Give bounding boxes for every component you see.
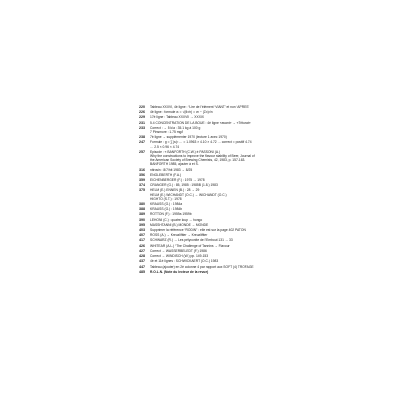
- correction-text: [150, 265, 339, 269]
- correction-text: [150, 140, 339, 148]
- correction-line: SCHWARZ (R.) → Les pélyconite de l’Embout 131 → 33: [150, 238, 233, 243]
- correction-line: WHITEAR (A.L.) “The Challenge of Tannins → Flavour: [150, 243, 230, 248]
- correction-text: [150, 202, 339, 206]
- errata-entry: [139, 105, 339, 109]
- errata-entry: [139, 228, 339, 232]
- page-number: 316: [139, 167, 145, 172]
- correction-line: Supprimer la référence “RODIN” : elle est sur la page 402 PATON: [150, 228, 246, 233]
- correction-line: 7è ligne → supplémenter 1970 (lecture 1 avec 1970): [150, 135, 227, 140]
- correction-line: nitrosin : 8/7/hit 1983 → 8/25: [150, 167, 193, 172]
- page-number: 485: [139, 269, 145, 274]
- correction-text: [150, 259, 339, 263]
- errata-entry: [139, 207, 339, 211]
- correction-line: EICHENBERGER (F.) : 1975 → 1978: [150, 178, 205, 183]
- errata-list: [139, 105, 339, 275]
- correction-line: ROTTON (F.) : 1959a 1959b: [150, 212, 192, 217]
- page-number: 447: [139, 264, 145, 269]
- page-number: 389: [139, 212, 145, 217]
- errata-entry: [139, 168, 339, 172]
- page-number: 407: [139, 233, 145, 238]
- correction-text: [150, 188, 339, 201]
- correction-text: [150, 233, 339, 237]
- page-number: 427: [139, 248, 145, 253]
- correction-line: 4è ligne : formule σᵢ = √(θ²/n) = σ² − (Σx)²/n: [150, 110, 213, 115]
- correction-line: Why the constructions to improve the flavour stability of Beer, Journal of: [150, 154, 255, 159]
- correction-line: BANFORTH 1985, ajouter à et S.: [150, 162, 199, 167]
- correction-line: HELM (E.) ENNEN (B.) : 28 → 29: [150, 188, 200, 193]
- correction-text: [150, 126, 339, 134]
- correction-line: MASSHTANNI (B.) MONDE → MONDE: [150, 222, 209, 227]
- page-number: 403: [139, 228, 145, 233]
- page-number: 388: [139, 207, 145, 212]
- page-number: 233: [139, 125, 145, 130]
- errata-entry: [139, 218, 339, 222]
- correction-line: KRAUSS (G.) : 1984b: [150, 207, 183, 212]
- correction-line: 7 Pinsmore : 1.75 mg/l: [150, 130, 183, 135]
- correction-line: … 2.5 × 0.96 × 4.74: [150, 144, 180, 149]
- correction-line: the American Society of Brewing Chemists, 42, 1983, p. 157-163.: [150, 158, 246, 163]
- errata-entry: [139, 115, 339, 119]
- correction-line: Episode : « BANFORTH (C.W.) é PASSONI (A.): [150, 149, 221, 154]
- correction-text: [150, 212, 339, 216]
- errata-entry: [139, 233, 339, 237]
- correction-text: [150, 238, 339, 242]
- correction-line: HELM (E.) WICHANDT (O.C.) → WICHANDT (O.C.): [150, 192, 227, 197]
- errata-entry: [139, 183, 339, 187]
- errata-entry: [139, 126, 339, 134]
- correction-line: Correct : → 5 k/a : 35.1 kg à 100 g: [150, 125, 201, 130]
- errata-entry: [139, 265, 339, 269]
- errata-entry: [139, 249, 339, 253]
- page-number: 226: [139, 110, 145, 115]
- correction-text: [150, 183, 339, 187]
- correction-line: 5.4 CONCENTRATION DE LA BOUE : 4è ligne «avant» → «Triturat»: [150, 120, 251, 125]
- errata-entry: [139, 244, 339, 248]
- errata-entry: [139, 121, 339, 125]
- errata-entry: [139, 140, 339, 148]
- errata-entry: [139, 270, 339, 274]
- errata-entry: [139, 259, 339, 263]
- correction-line: 17è ligne : Tableau XXXVII → XXXIX: [150, 115, 205, 120]
- correction-text: [150, 173, 339, 177]
- page-number: 220: [139, 105, 145, 109]
- page-number: 428: [139, 254, 145, 259]
- page-number: 359: [139, 178, 145, 183]
- correction-line: KRAUSS (G.) : 1984a: [150, 202, 183, 207]
- errata-entry: [139, 150, 339, 167]
- correction-line: Correct → WINDISCH (W.) pp. 149-153: [150, 254, 209, 259]
- errata-entry: [139, 212, 339, 216]
- page-number: 380: [139, 202, 145, 207]
- page-number: 356: [139, 172, 145, 177]
- errata-entry: [139, 188, 339, 201]
- errata-entry: [139, 110, 339, 114]
- correction-text: [150, 110, 339, 114]
- correction-text: [150, 105, 339, 109]
- correction-text: [150, 178, 339, 182]
- correction-line: HIGHTO (S.T.) : 1978: [150, 196, 182, 201]
- page-number: 390: [139, 217, 145, 222]
- page-number: 374: [139, 183, 145, 188]
- correction-text: [150, 223, 339, 227]
- page-number: 231: [139, 120, 145, 125]
- page-number: 238: [139, 135, 145, 140]
- errata-entry: [139, 238, 339, 242]
- errata-entry: [139, 178, 339, 182]
- correction-text: [150, 254, 339, 258]
- correction-line: R.O.L.N. (Note du lecteur de la revue): [150, 269, 209, 274]
- page-number: 247: [139, 140, 145, 145]
- errata-entry: [139, 135, 339, 139]
- page-number: 375: [139, 188, 145, 193]
- errata-entry: [139, 223, 339, 227]
- correction-text: [150, 249, 339, 253]
- correction-text: [150, 228, 339, 232]
- page-number: 257: [139, 149, 145, 154]
- correction-line: ROSS (A.) → Kreuzliftter → Kreuzliftter: [150, 233, 208, 238]
- correction-text: [150, 218, 339, 222]
- correction-line: 4è et 11è lignes : SCHWICKAERT (O.C.) 1983: [150, 259, 219, 264]
- errata-entry: [139, 202, 339, 206]
- correction-line: CRANGER (G.) : 85, 1985 : 1985B (1.8.) 1983: [150, 183, 218, 188]
- correction-text: [150, 168, 339, 172]
- correction-line: Correct → WASSERBELEDT (F.) 1986: [150, 248, 207, 253]
- correction-text: [150, 270, 339, 274]
- correction-line: Formule : g = ∑(xᵢ)² … = 1.0963 × 4.10 × 4.72 … correct = positif 4.74: [150, 140, 252, 145]
- correction-line: Tableau XXXVI, 4è ligne : “Lire de l’élément ‘VIANT’ et non ‘APRES’: [150, 105, 250, 109]
- correction-text: [150, 121, 339, 125]
- errata-entry: [139, 254, 339, 258]
- page-number: 437: [139, 259, 145, 264]
- correction-line: ENGLEBERTH (F.A.): [150, 172, 182, 177]
- correction-text: [150, 150, 339, 167]
- correction-text: [150, 115, 339, 119]
- page-number: 417: [139, 238, 145, 243]
- page-number: 426: [139, 243, 145, 248]
- correction-line: Tableau (ajouter) en 2è colonne 4 par rapport aux SOFT (4) TROFAGE: [150, 264, 254, 269]
- page-number: 229: [139, 115, 145, 120]
- correction-text: [150, 135, 339, 139]
- correction-text: [150, 207, 339, 211]
- page-number: 395: [139, 222, 145, 227]
- correction-line: LEHONI (C.) : quatre loup → hongo: [150, 217, 203, 222]
- errata-entry: [139, 173, 339, 177]
- correction-text: [150, 244, 339, 248]
